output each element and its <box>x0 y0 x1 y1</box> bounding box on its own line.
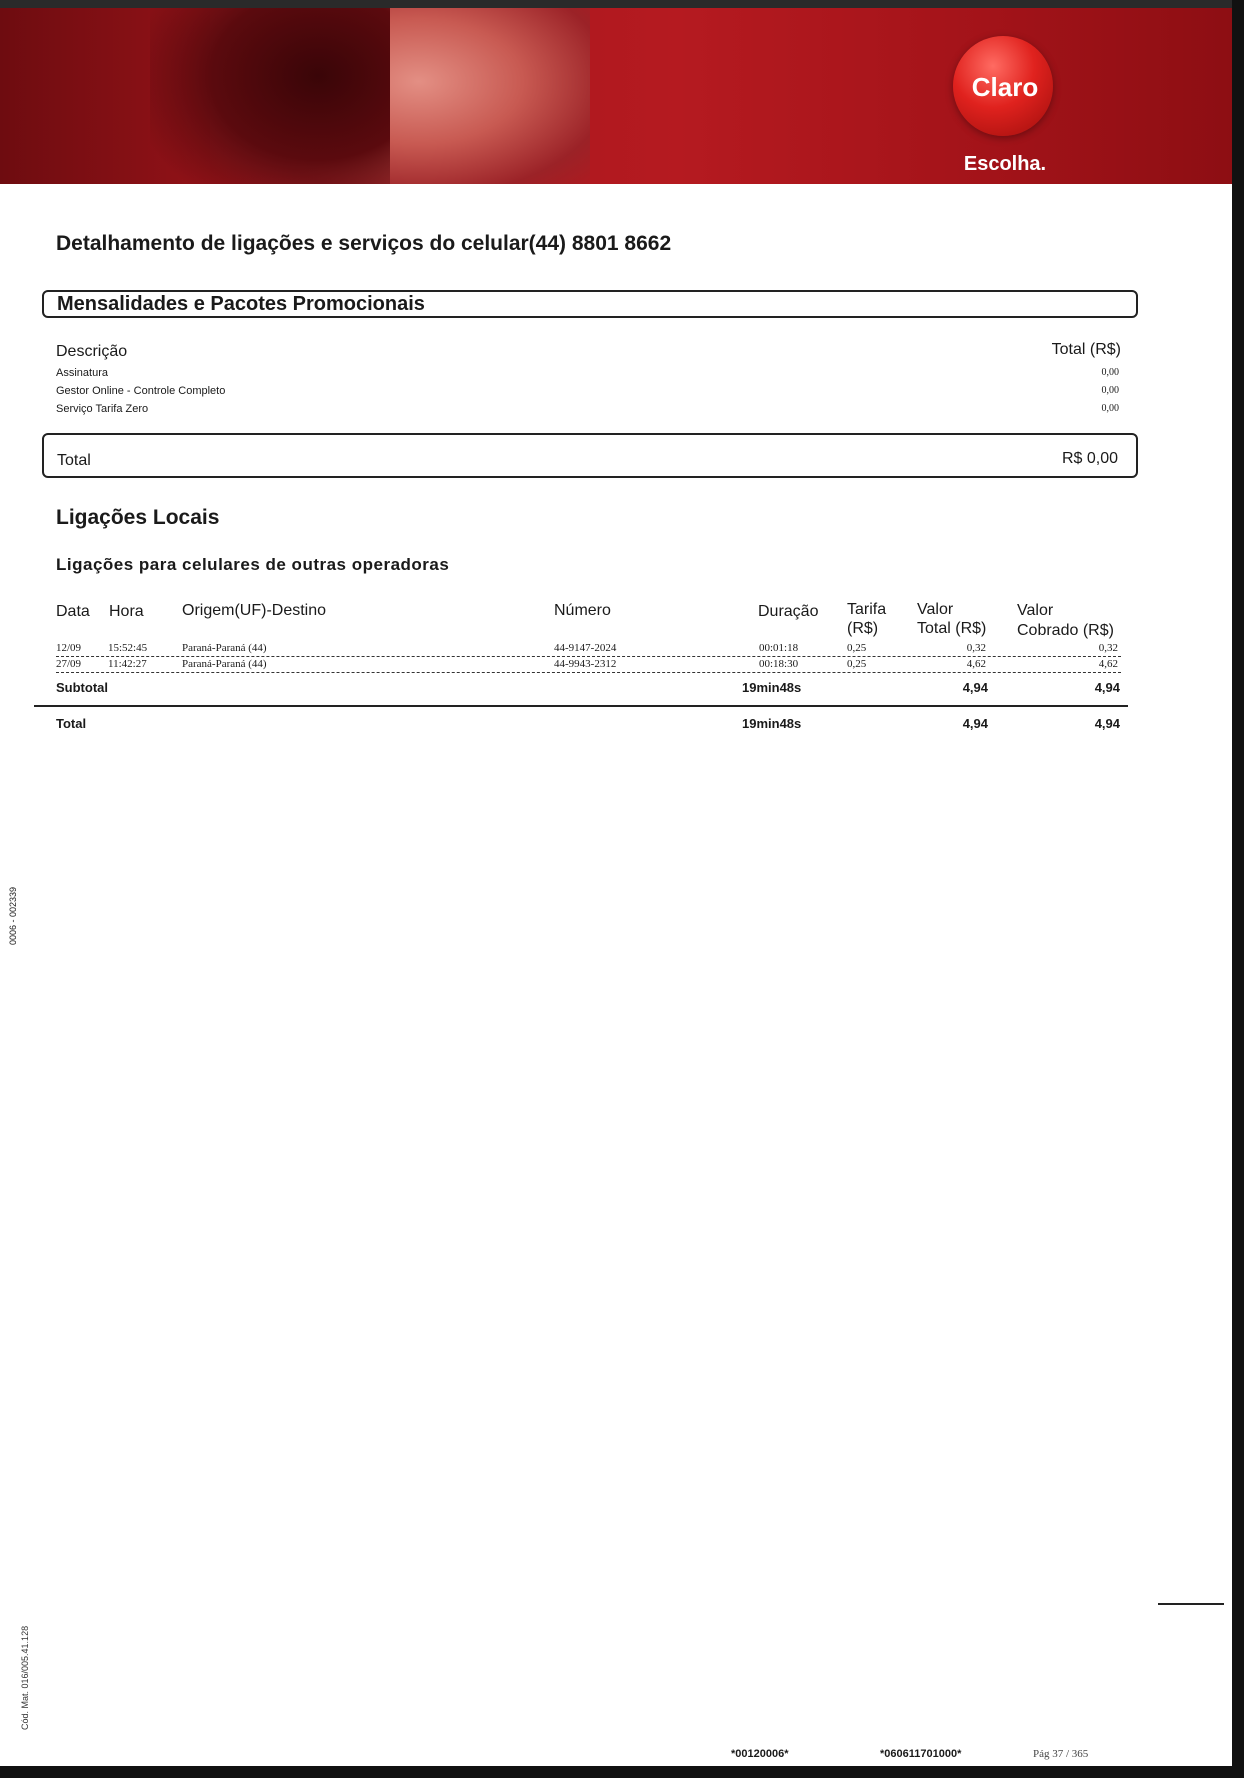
section-title: Mensalidades e Pacotes Promocionais <box>57 293 425 315</box>
margin-mark <box>1158 1603 1224 1605</box>
subtotal-duracao: 19min48s <box>742 680 802 695</box>
section-subtitle: Ligações para celulares de outras operadoras <box>56 555 450 574</box>
subtotal-valor-cobrado: 4,94 <box>1094 680 1120 695</box>
cell-origem: Paraná-Paraná (44) <box>182 658 267 670</box>
footer-code-1: *00120006* <box>731 1748 789 1760</box>
col-header-tarifa-unit: (R$) <box>847 620 879 637</box>
cell-origem: Paraná-Paraná (44) <box>182 642 267 654</box>
cell-valor-total: 0,32 <box>966 642 986 654</box>
item-value: 0,00 <box>1101 367 1119 378</box>
cell-duracao: 00:18:30 <box>759 658 799 670</box>
total-value: R$ 0,00 <box>1061 450 1118 467</box>
col-header-valor-cobrado-unit: Cobrado (R$) <box>1017 622 1114 639</box>
col-header-valor-total-unit: Total (R$) <box>917 620 987 637</box>
total-divider <box>34 705 1128 707</box>
scan-right-edge <box>1232 0 1244 1778</box>
cell-valor-cobrado: 4,62 <box>1098 658 1118 670</box>
cell-valor-total: 4,62 <box>966 658 986 670</box>
cell-tarifa: 0,25 <box>847 658 867 670</box>
total-duracao: 19min48s <box>742 716 802 731</box>
header-banner <box>0 8 1232 184</box>
item-label: Serviço Tarifa Zero <box>56 403 149 415</box>
item-value: 0,00 <box>1101 385 1119 396</box>
col-header-valor-cobrado: Valor <box>1017 602 1054 619</box>
section-header-mensalidades <box>42 290 1138 318</box>
total-label: Total <box>56 716 87 731</box>
cell-numero: 44-9147-2024 <box>554 642 617 654</box>
cell-numero: 44-9943-2312 <box>554 658 617 670</box>
col-header-origem: Origem(UF)-Destino <box>182 602 327 619</box>
cell-tarifa: 0,25 <box>847 642 867 654</box>
section-title-ligacoes: Ligações Locais <box>56 506 220 529</box>
subtotal-valor-total: 4,94 <box>962 680 988 695</box>
col-header-duracao: Duração <box>758 603 819 620</box>
cell-data: 12/09 <box>56 642 82 654</box>
table-row <box>56 658 1121 673</box>
table-row <box>56 642 1121 657</box>
cell-valor-cobrado: 0,32 <box>1098 642 1118 654</box>
slogan: Escolha. <box>963 153 1047 175</box>
side-code: 0006 - 002339 <box>8 886 18 945</box>
item-label: Assinatura <box>56 367 108 379</box>
claro-logo-text: Claro <box>971 72 1039 102</box>
scan-bottom-edge <box>0 1766 1244 1778</box>
subtotal-label: Subtotal <box>56 680 108 695</box>
total-header: Total (R$) <box>1051 341 1121 358</box>
col-header-data: Data <box>56 603 90 620</box>
cell-hora: 15:52:45 <box>108 642 148 654</box>
total-valor-total: 4,94 <box>962 716 988 731</box>
col-header-numero: Número <box>554 602 611 619</box>
description-header: Descrição <box>56 343 128 360</box>
page-title: Detalhamento de ligações e serviços do celular(44) 8801 8662 <box>56 232 672 255</box>
item-label: Gestor Online - Controle Completo <box>56 385 226 397</box>
cell-duracao: 00:01:18 <box>759 642 799 654</box>
footer-code-2: *060611701000* <box>880 1748 962 1760</box>
cell-hora: 11:42:27 <box>108 658 147 670</box>
material-code: Cód. Mat. 016/005.41.128 <box>20 1625 30 1730</box>
total-valor-cobrado: 4,94 <box>1094 716 1120 731</box>
col-header-hora: Hora <box>109 603 144 620</box>
item-value: 0,00 <box>1101 403 1119 414</box>
total-label: Total <box>57 452 91 469</box>
cell-data: 27/09 <box>56 658 82 670</box>
col-header-valor-total: Valor <box>917 601 954 618</box>
page-number: Pág 37 / 365 <box>1033 1748 1089 1760</box>
col-header-tarifa: Tarifa <box>847 601 887 618</box>
scan-top-edge <box>0 0 1232 8</box>
banner-photo-hair <box>150 8 390 184</box>
mensalidades-total-box <box>42 433 1138 478</box>
